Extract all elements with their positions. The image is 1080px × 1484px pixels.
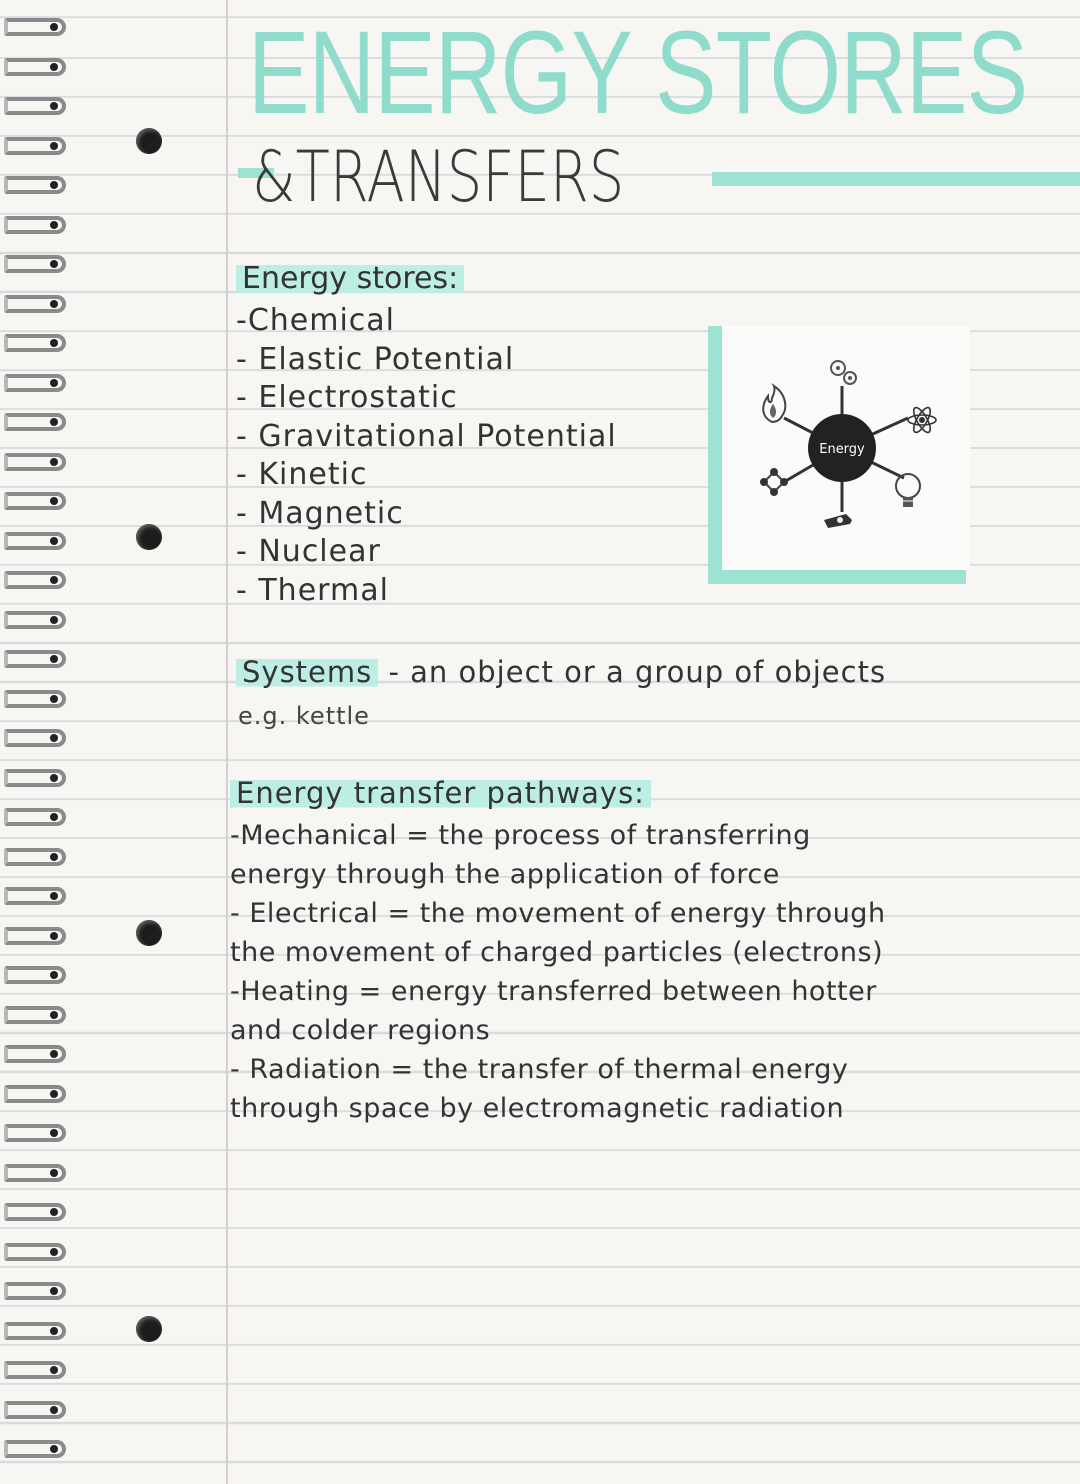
energy-center-label: Energy	[819, 442, 865, 457]
spiral-ring	[4, 1085, 66, 1103]
spiral-ring	[4, 18, 66, 36]
page-subtitle: &TRANSFERS	[252, 136, 625, 218]
spiral-ring	[4, 1361, 66, 1379]
title-underline	[712, 172, 1080, 186]
energy-stores-list	[236, 302, 617, 610]
systems-definition	[236, 655, 887, 689]
spiral-ring	[4, 295, 66, 313]
list-item: - Electrostatic	[236, 380, 458, 415]
atom-icon	[908, 405, 936, 434]
spiral-ring	[4, 769, 66, 787]
spiral-ring	[4, 1322, 66, 1340]
pathways-heading	[230, 776, 651, 810]
page-title: ENERGY STORES	[248, 7, 1028, 139]
spiral-ring	[4, 1203, 66, 1221]
pathway-line: through space by electromagnetic radiation	[230, 1093, 845, 1124]
pathway-line: - Radiation = the transfer of thermal energy	[230, 1054, 849, 1085]
spiral-ring	[4, 492, 66, 510]
pathway-line: energy through the application of force	[230, 859, 780, 890]
spiral-ring	[4, 887, 66, 905]
spiral-ring	[4, 137, 66, 155]
spiral-ring	[4, 1282, 66, 1300]
spiral-ring	[4, 571, 66, 589]
pathways-text	[230, 816, 886, 1128]
pathway-line: -Heating = energy transferred between hotter	[230, 976, 877, 1007]
lightbulb-icon	[896, 474, 920, 507]
spiral-ring	[4, 58, 66, 76]
fire-icon	[763, 386, 785, 422]
gears-icon	[831, 361, 856, 384]
list-item: - Magnetic	[236, 495, 404, 531]
spiral-ring	[4, 1401, 66, 1419]
systems-definition-text: - an object or a group of objects	[388, 655, 887, 689]
pathway-line: and colder regions	[230, 1015, 491, 1046]
energy-diagram-svg	[722, 326, 970, 570]
spiral-ring	[4, 97, 66, 115]
spiral-ring	[4, 374, 66, 392]
spiral-ring	[4, 927, 66, 945]
spiral-ring	[4, 1045, 66, 1063]
energy-stores-heading-text: Energy stores:	[236, 261, 464, 296]
energy-diagram	[722, 326, 970, 570]
spiral-ring	[4, 848, 66, 866]
spiral-ring	[4, 1124, 66, 1142]
systems-example: e.g. kettle	[238, 702, 370, 730]
pathway-line: the movement of charged particles (electrons)	[230, 937, 884, 968]
pathway-line: - Electrical = the movement of energy through	[230, 898, 886, 929]
pathways-heading-text: Energy transfer pathways:	[230, 776, 651, 810]
spiral-ring	[4, 334, 66, 352]
punch-hole	[136, 524, 162, 550]
spiral-binding	[0, 0, 80, 1484]
spiral-ring	[4, 1440, 66, 1458]
list-item: - Nuclear	[236, 534, 381, 569]
diagram-frame-highlight	[708, 568, 966, 584]
punch-hole	[136, 920, 162, 946]
spiral-ring	[4, 453, 66, 471]
spiral-ring	[4, 611, 66, 629]
list-item: -Chemical	[236, 303, 396, 338]
spiral-ring	[4, 255, 66, 273]
spiral-ring	[4, 176, 66, 194]
margin-line	[226, 0, 228, 1484]
list-item: - Kinetic	[236, 457, 368, 492]
magnet-icon	[824, 514, 852, 528]
molecule-icon	[760, 468, 788, 496]
spiral-ring	[4, 690, 66, 708]
list-item: - Elastic Potential	[236, 341, 515, 377]
energy-stores-heading	[236, 261, 464, 296]
pathway-line: -Mechanical = the process of transferring	[230, 820, 811, 851]
spiral-ring	[4, 1164, 66, 1182]
spiral-ring	[4, 808, 66, 826]
spiral-ring	[4, 729, 66, 747]
punch-hole	[136, 1316, 162, 1342]
spiral-ring	[4, 1243, 66, 1261]
spiral-ring	[4, 216, 66, 234]
spiral-ring	[4, 966, 66, 984]
spiral-ring	[4, 1006, 66, 1024]
systems-term: Systems	[236, 655, 378, 689]
spiral-ring	[4, 650, 66, 668]
spiral-ring	[4, 413, 66, 431]
list-item: - Gravitational Potential	[236, 418, 617, 454]
list-item: - Thermal	[236, 572, 389, 608]
spiral-ring	[4, 532, 66, 550]
punch-hole	[136, 128, 162, 154]
